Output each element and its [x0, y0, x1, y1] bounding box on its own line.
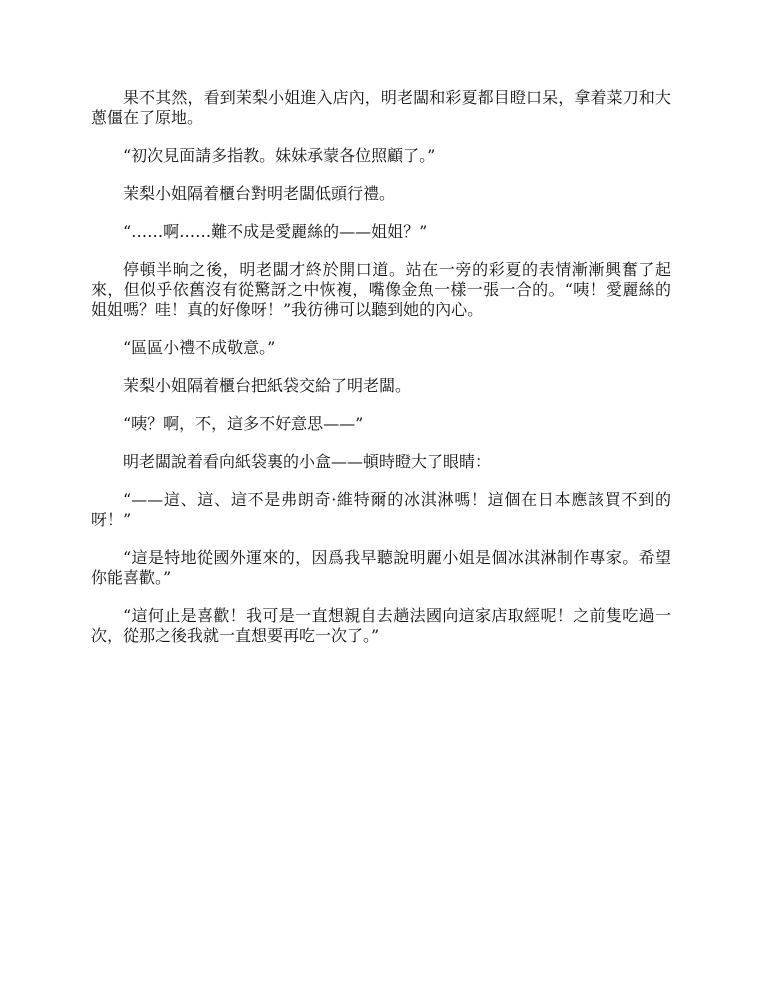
paragraph-8: “咦？啊，不，這多不好意思——” — [123, 414, 364, 433]
paragraph-6: “區區小禮不成敬意。” — [123, 338, 276, 357]
paragraph-7: 茉梨小姐隔着櫃台把紙袋交給了明老闆。 — [123, 376, 412, 395]
document-page — [91, 88, 671, 664]
paragraph-4: “……啊……難不成是愛麗絲的——姐姐？” — [123, 222, 428, 241]
paragraph-9: 明老闆說着看向紙袋裏的小盒——頓時瞪大了眼睛： — [123, 452, 492, 471]
paragraph-5: 停頓半晌之後，明老闆才終於開口道。站在一旁的彩夏的表情漸漸興奮了起來，但似乎依舊沒有從驚訝之中恢複，嘴像金魚一樣一張一合的。“咦！愛麗絲的姐姐嗎？哇！真的好像呀！”我彷彿可以聽到她的內心。 — [91, 260, 671, 319]
paragraph-2: “初次見面請多指教。妹妹承蒙各位照顧了。” — [123, 146, 436, 165]
paragraph-11: “這是特地從國外運來的，因爲我早聽說明麗小姐是個冰淇淋制作專家。希望你能喜歡。” — [91, 548, 671, 587]
paragraph-12: “這何止是喜歡！我可是一直想親自去趟法國向這家店取經呢！之前隻吃過一次，從那之後我就一直想要再吃一次了。” — [91, 606, 671, 645]
paragraph-1: 果不其然，看到茉梨小姐進入店內，明老闆和彩夏都目瞪口呆，拿着菜刀和大蔥僵在了原地。 — [91, 88, 671, 127]
paragraph-10: “——這、這、這不是弗朗奇·維特爾的冰淇淋嗎！這個在日本應該買不到的呀！” — [91, 490, 671, 529]
paragraph-3: 茉梨小姐隔着櫃台對明老闆低頭行禮。 — [123, 184, 396, 203]
